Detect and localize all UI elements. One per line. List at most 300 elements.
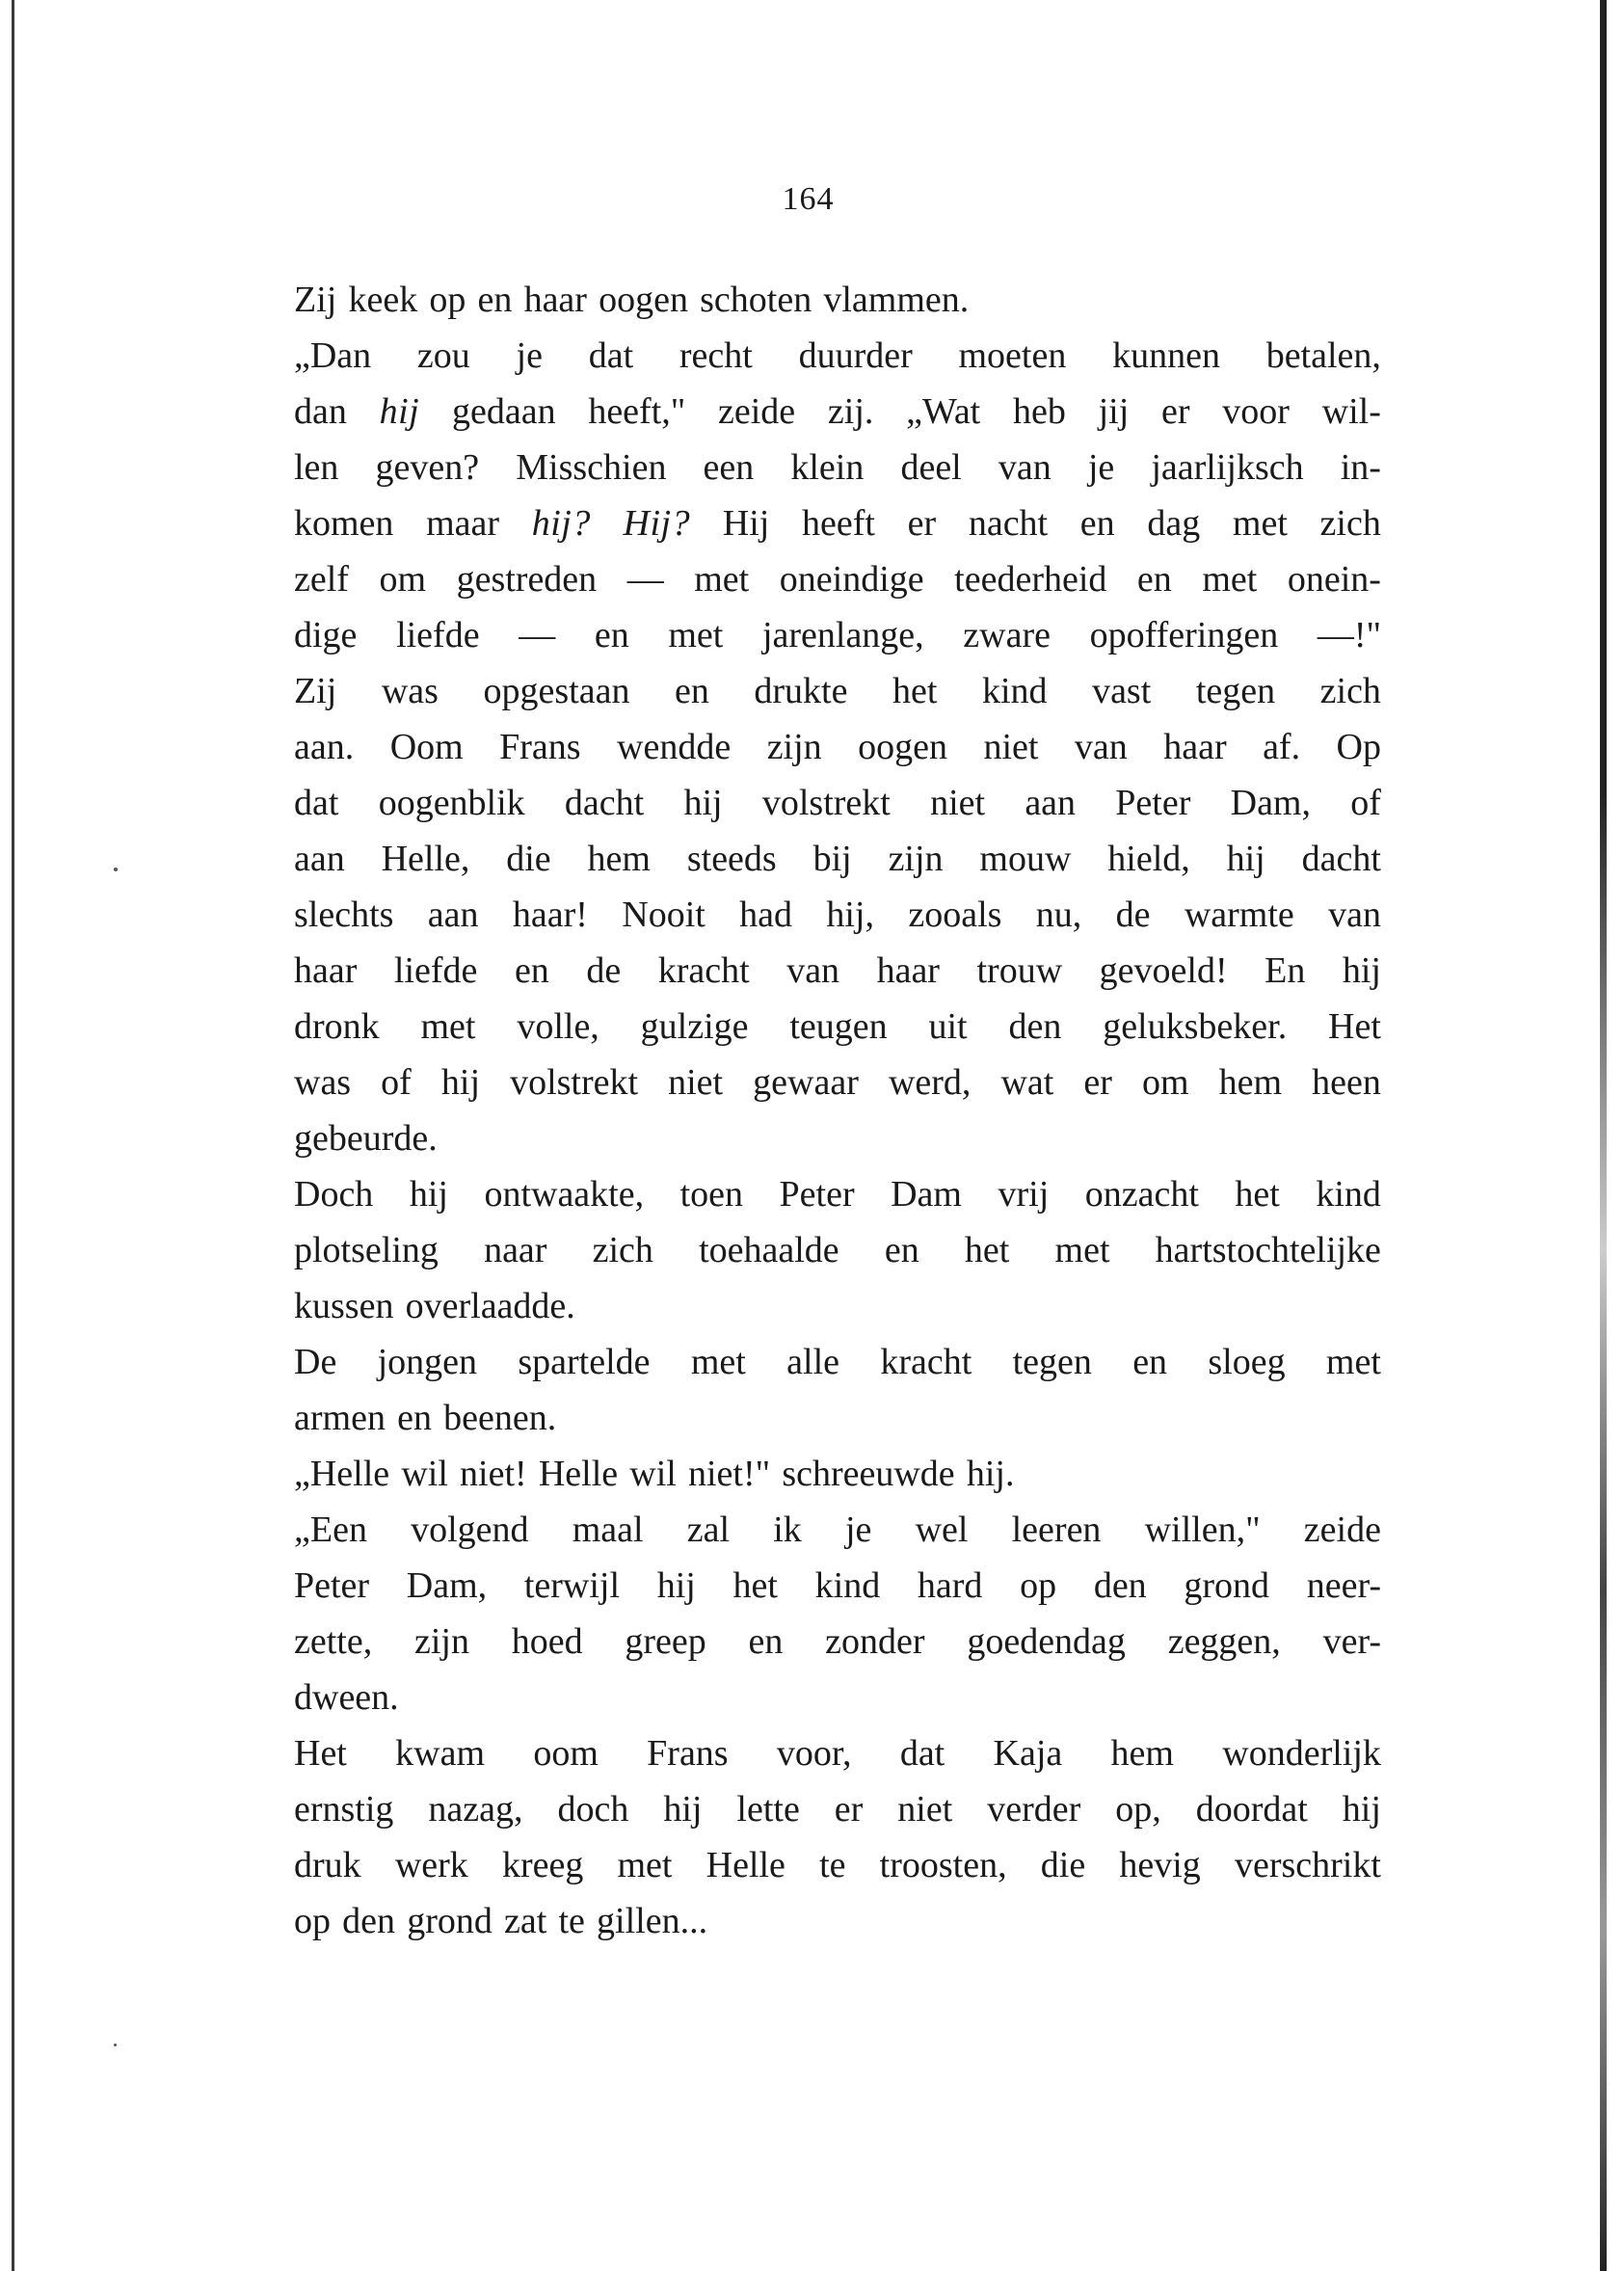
word: drukte: [754, 671, 848, 711]
word: nacht: [968, 503, 1049, 544]
word: den: [1008, 1006, 1062, 1047]
word: deel: [900, 447, 962, 488]
text-line: [294, 1166, 1381, 1222]
word: vast: [1092, 671, 1152, 711]
word: hevig: [1119, 1845, 1201, 1885]
word: maal: [572, 1510, 644, 1550]
text-line: [294, 831, 1381, 887]
text-line: [294, 1502, 1381, 1558]
word: ik: [773, 1510, 802, 1550]
word: aan: [427, 895, 479, 935]
word: wil: [629, 1454, 677, 1494]
word: en: [477, 280, 513, 320]
word: ontwaakte,: [484, 1174, 645, 1215]
word: zich: [1319, 671, 1381, 711]
word: —: [626, 559, 664, 600]
word: of: [1350, 783, 1381, 823]
word: keek: [348, 280, 418, 320]
word: en: [674, 671, 709, 711]
word: wil-: [1321, 391, 1381, 432]
word: kind: [981, 671, 1048, 711]
word: volstrekt: [510, 1062, 639, 1103]
word: „Dan: [294, 335, 372, 376]
word: om: [379, 559, 427, 600]
text-line: [294, 1614, 1381, 1670]
word: je: [1087, 447, 1115, 488]
word: opofferingen: [1089, 615, 1279, 655]
text-line: [294, 663, 1381, 719]
text-line: [294, 1725, 1381, 1781]
word: niet: [930, 783, 986, 823]
word: op,: [1115, 1789, 1161, 1830]
word: Dam,: [1230, 783, 1311, 823]
word: van: [998, 447, 1052, 488]
word: Kaja: [993, 1733, 1063, 1774]
text-line: [294, 1110, 1381, 1166]
word: hem: [1218, 1062, 1283, 1103]
word: zijn: [888, 839, 944, 879]
word: plotseling: [294, 1230, 439, 1270]
word: komen: [294, 503, 394, 544]
word: met: [668, 615, 724, 655]
word: haar: [1163, 727, 1227, 767]
word: Het: [1328, 1006, 1381, 1047]
word: toehaalde: [699, 1230, 839, 1270]
word: er: [834, 1789, 864, 1830]
word: en: [514, 950, 549, 991]
word: niet: [897, 1789, 953, 1830]
word: goedendag: [967, 1621, 1126, 1662]
word: nu,: [1035, 895, 1082, 935]
text-line: [294, 1781, 1381, 1837]
word: schreeuwde: [782, 1454, 955, 1494]
word: je: [844, 1510, 872, 1550]
word: duurder: [798, 335, 913, 376]
word: Doch: [294, 1174, 374, 1215]
word: werd,: [888, 1062, 972, 1103]
word: af.: [1263, 727, 1301, 767]
word: zijn: [413, 1621, 469, 1662]
word: met: [1232, 503, 1288, 544]
word: teugen: [789, 1006, 888, 1047]
text-line: [294, 1670, 1381, 1725]
emphasized-word: hij: [379, 391, 420, 432]
text-line: [294, 551, 1381, 607]
text-line: [294, 1837, 1381, 1893]
word: voor: [1222, 391, 1290, 432]
word: je: [516, 335, 543, 376]
word: hard: [917, 1565, 983, 1606]
word: steeds: [686, 839, 777, 879]
word: er: [907, 503, 937, 544]
word: uit: [928, 1006, 968, 1047]
word: zich: [592, 1230, 653, 1270]
word: jongen: [377, 1342, 478, 1382]
word: van: [1074, 727, 1128, 767]
word: hij: [440, 1062, 481, 1103]
word: wel: [915, 1510, 969, 1550]
word: die: [506, 839, 551, 879]
word: heen: [1312, 1062, 1381, 1103]
word: volgend: [411, 1510, 529, 1550]
word: grond: [407, 1901, 493, 1941]
word: gestreden: [456, 559, 598, 600]
word: zonder: [825, 1621, 925, 1662]
word: oom: [533, 1733, 599, 1774]
word: hem: [587, 839, 651, 879]
word: liefde: [396, 615, 480, 655]
word: dige: [294, 615, 358, 655]
word: wil: [401, 1454, 448, 1494]
word: Het: [294, 1733, 347, 1774]
scan-speck: [114, 868, 118, 871]
word: druk: [294, 1845, 361, 1885]
word: met: [1054, 1230, 1110, 1270]
word: haar: [876, 950, 940, 991]
text-line: [294, 775, 1381, 831]
word: dat: [899, 1733, 945, 1774]
word: zou: [416, 335, 470, 376]
word: hij: [656, 1565, 696, 1606]
word: —: [519, 615, 556, 655]
word: om: [1142, 1062, 1189, 1103]
word: Peter: [1115, 783, 1191, 823]
word: dacht: [1301, 839, 1381, 879]
word: zelf: [294, 559, 349, 600]
word: Zij: [294, 671, 337, 711]
word: heeft: [802, 503, 875, 544]
word: Dam,: [406, 1565, 488, 1606]
word: oogen: [599, 280, 688, 320]
word: aan.: [294, 727, 355, 767]
word: hij: [1226, 839, 1265, 879]
word: Frans: [647, 1733, 729, 1774]
word: kind: [814, 1565, 881, 1606]
word: zij.: [827, 391, 874, 432]
word: vrij: [998, 1174, 1050, 1215]
word: ver-: [1322, 1621, 1381, 1662]
word: Oom: [389, 727, 464, 767]
page-number: [0, 181, 1624, 218]
word: oneindige: [779, 559, 924, 600]
word: recht: [679, 335, 753, 376]
word: te: [819, 1845, 846, 1885]
word: neer-: [1306, 1565, 1381, 1606]
text-line: [294, 495, 1381, 551]
word: met: [1202, 559, 1258, 600]
word: met: [694, 559, 750, 600]
word: kussen: [294, 1286, 394, 1326]
word: jij: [1098, 391, 1130, 432]
word: Zij: [294, 280, 337, 320]
text-line: [294, 1446, 1381, 1502]
word: hij,: [826, 895, 874, 935]
text-line: [294, 1893, 1381, 1949]
word: armen: [294, 1398, 386, 1438]
word: jaarlijksch: [1151, 447, 1304, 488]
word: Frans: [499, 727, 581, 767]
word: Peter: [779, 1174, 855, 1215]
word: jarenlange,: [761, 615, 924, 655]
text-line: [294, 1558, 1381, 1614]
word: troosten,: [879, 1845, 1007, 1885]
word: zooals: [908, 895, 1002, 935]
word: maar: [426, 503, 500, 544]
page-number-text: 164: [782, 181, 835, 217]
word: dronk: [294, 1006, 380, 1047]
word: niet!": [688, 1454, 771, 1494]
word: kwam: [395, 1733, 486, 1774]
word: hoed: [511, 1621, 583, 1662]
word: wonderlijk: [1222, 1733, 1381, 1774]
word: vlammen.: [823, 280, 970, 320]
word: teederheid: [954, 559, 1107, 600]
word: en: [884, 1230, 919, 1270]
text-line: [294, 943, 1381, 999]
word: geven?: [375, 447, 480, 488]
word: niet: [983, 727, 1039, 767]
word: tegen: [1195, 671, 1276, 711]
word: oogenblik: [378, 783, 525, 823]
word: leeren: [1011, 1510, 1102, 1550]
word: oogen: [858, 727, 947, 767]
word: zeide: [718, 391, 796, 432]
word: zat: [504, 1901, 547, 1941]
word: er: [1083, 1062, 1112, 1103]
word: aan: [294, 839, 345, 879]
word: moeten: [958, 335, 1067, 376]
word: het: [732, 1565, 778, 1606]
word: betalen,: [1265, 335, 1381, 376]
word: ernstig: [294, 1789, 394, 1830]
word: zal: [686, 1510, 731, 1550]
word: op: [429, 280, 466, 320]
word: gedaan: [451, 391, 556, 432]
word: kreeg: [501, 1845, 584, 1885]
word: Helle,: [381, 839, 470, 879]
word: zich: [1319, 503, 1381, 544]
word: dacht: [564, 783, 645, 823]
word: gillen...: [597, 1901, 708, 1941]
word: klein: [790, 447, 865, 488]
word: gewaar: [753, 1062, 859, 1103]
word: of: [381, 1062, 412, 1103]
word: en: [748, 1621, 784, 1662]
word: Misschien: [516, 447, 667, 488]
word: dat: [588, 335, 634, 376]
word: verschrikt: [1234, 1845, 1381, 1885]
word: haar: [294, 950, 358, 991]
word: den: [342, 1901, 396, 1941]
emphasized-word: Hij?: [623, 503, 691, 544]
word: had: [739, 895, 793, 935]
word: kunnen: [1112, 335, 1220, 376]
word: mouw: [979, 839, 1072, 879]
word: en: [1132, 1342, 1168, 1382]
word: hij: [409, 1174, 448, 1215]
word: op: [1020, 1565, 1057, 1606]
word: te: [558, 1901, 585, 1941]
word: gevoeld!: [1099, 950, 1228, 991]
word: „Wat: [906, 391, 981, 432]
word: zeide: [1303, 1510, 1381, 1550]
word: met: [617, 1845, 673, 1885]
word: geluksbeker.: [1103, 1006, 1288, 1047]
word: terwijl: [523, 1565, 621, 1606]
word: hij: [663, 1789, 703, 1830]
word: niet: [668, 1062, 724, 1103]
scan-speck: [114, 2044, 117, 2046]
text-line: [294, 384, 1381, 440]
word: Hij: [722, 503, 770, 544]
word: voor,: [776, 1733, 852, 1774]
word: len: [294, 447, 339, 488]
word: en: [594, 615, 629, 655]
word: de: [1115, 895, 1151, 935]
emphasized-word: hij?: [531, 503, 591, 544]
text-line: [294, 272, 1381, 328]
word: „Een: [294, 1510, 367, 1550]
word: naar: [484, 1230, 547, 1270]
text-line: [294, 1334, 1381, 1390]
word: onzacht: [1084, 1174, 1199, 1215]
word: wendde: [617, 727, 732, 767]
word: hij.: [966, 1454, 1015, 1494]
scan-right-edge: [1600, 0, 1607, 2271]
word: een: [703, 447, 755, 488]
word: —!": [1317, 615, 1381, 655]
word: in-: [1340, 447, 1381, 488]
word: kind: [1316, 1174, 1381, 1215]
word: heb: [1012, 391, 1066, 432]
word: zette,: [294, 1621, 373, 1662]
word: greep: [625, 1621, 706, 1662]
word: willen,": [1144, 1510, 1261, 1550]
word: het: [1235, 1174, 1280, 1215]
word: zware: [963, 615, 1051, 655]
word: en: [1079, 503, 1115, 544]
word: hem: [1110, 1733, 1174, 1774]
word: dween.: [294, 1677, 399, 1718]
word: schoten: [700, 280, 812, 320]
word: bij: [812, 839, 852, 879]
word: gulzige: [640, 1006, 749, 1047]
word: en: [1136, 559, 1172, 600]
word: alle: [786, 1342, 839, 1382]
word: Dam: [891, 1174, 962, 1215]
word: hield,: [1107, 839, 1190, 879]
word: tegen: [1012, 1342, 1092, 1382]
word: doordat: [1195, 1789, 1308, 1830]
text-line: [294, 1055, 1381, 1110]
word: En: [1265, 950, 1306, 991]
scan-left-edge: [12, 0, 14, 2271]
word: hij: [1342, 950, 1381, 991]
word: van: [786, 950, 840, 991]
text-line: [294, 1222, 1381, 1278]
text-line: [294, 328, 1381, 384]
word: het: [964, 1230, 1010, 1270]
word: trouw: [976, 950, 1063, 991]
word: Op: [1336, 727, 1381, 767]
word: doch: [557, 1789, 629, 1830]
word: wat: [1000, 1062, 1054, 1103]
word: slechts: [294, 895, 394, 935]
word: die: [1040, 1845, 1086, 1885]
word: verder: [987, 1789, 1081, 1830]
word: de: [586, 950, 622, 991]
word: en: [397, 1398, 432, 1438]
word: er: [1161, 391, 1190, 432]
word: Helle: [706, 1845, 785, 1885]
word: zeggen,: [1167, 1621, 1281, 1662]
word: overlaadde.: [405, 1286, 575, 1326]
word: spartelde: [518, 1342, 651, 1382]
word: De: [294, 1342, 337, 1382]
word: den: [1093, 1565, 1147, 1606]
word: lette: [736, 1789, 800, 1830]
word: toen: [679, 1174, 744, 1215]
word: Peter: [294, 1565, 370, 1606]
word: hij: [1342, 1789, 1381, 1830]
text-line: [294, 1278, 1381, 1334]
word: Helle: [538, 1454, 619, 1494]
word: was: [294, 1062, 352, 1103]
word: niet!: [460, 1454, 527, 1494]
word: werk: [394, 1845, 468, 1885]
word: volstrekt: [761, 783, 891, 823]
text-line: [294, 607, 1381, 663]
word: met: [690, 1342, 746, 1382]
word: liefde: [393, 950, 478, 991]
word: nazag,: [428, 1789, 523, 1830]
word: dan: [294, 391, 347, 432]
word: aan: [1025, 783, 1077, 823]
word: haar: [523, 280, 587, 320]
word: was: [381, 671, 439, 711]
word: warmte: [1184, 895, 1294, 935]
word: dag: [1147, 503, 1201, 544]
word: op: [294, 1901, 331, 1941]
word: volle,: [517, 1006, 599, 1047]
word: hartstochtelijke: [1155, 1230, 1381, 1270]
word: opgestaan: [483, 671, 630, 711]
text-line: [294, 999, 1381, 1055]
word: heeft,": [588, 391, 686, 432]
word: haar!: [512, 895, 588, 935]
word: Nooit: [622, 895, 706, 935]
word: met: [1325, 1342, 1381, 1382]
word: van: [1328, 895, 1381, 935]
body-text: [294, 272, 1381, 1949]
word: zijn: [766, 727, 822, 767]
word: grond: [1184, 1565, 1270, 1606]
word: onein-: [1287, 559, 1381, 600]
word: „Helle: [294, 1454, 390, 1494]
word: sloeg: [1208, 1342, 1286, 1382]
word: hij: [683, 783, 723, 823]
word: met: [420, 1006, 476, 1047]
word: kracht: [880, 1342, 972, 1382]
word: kracht: [657, 950, 750, 991]
word: het: [892, 671, 938, 711]
word: gebeurde.: [294, 1118, 438, 1159]
word: beenen.: [443, 1398, 557, 1438]
text-line: [294, 440, 1381, 495]
text-line: [294, 887, 1381, 943]
text-line: [294, 719, 1381, 775]
text-line: [294, 1390, 1381, 1446]
